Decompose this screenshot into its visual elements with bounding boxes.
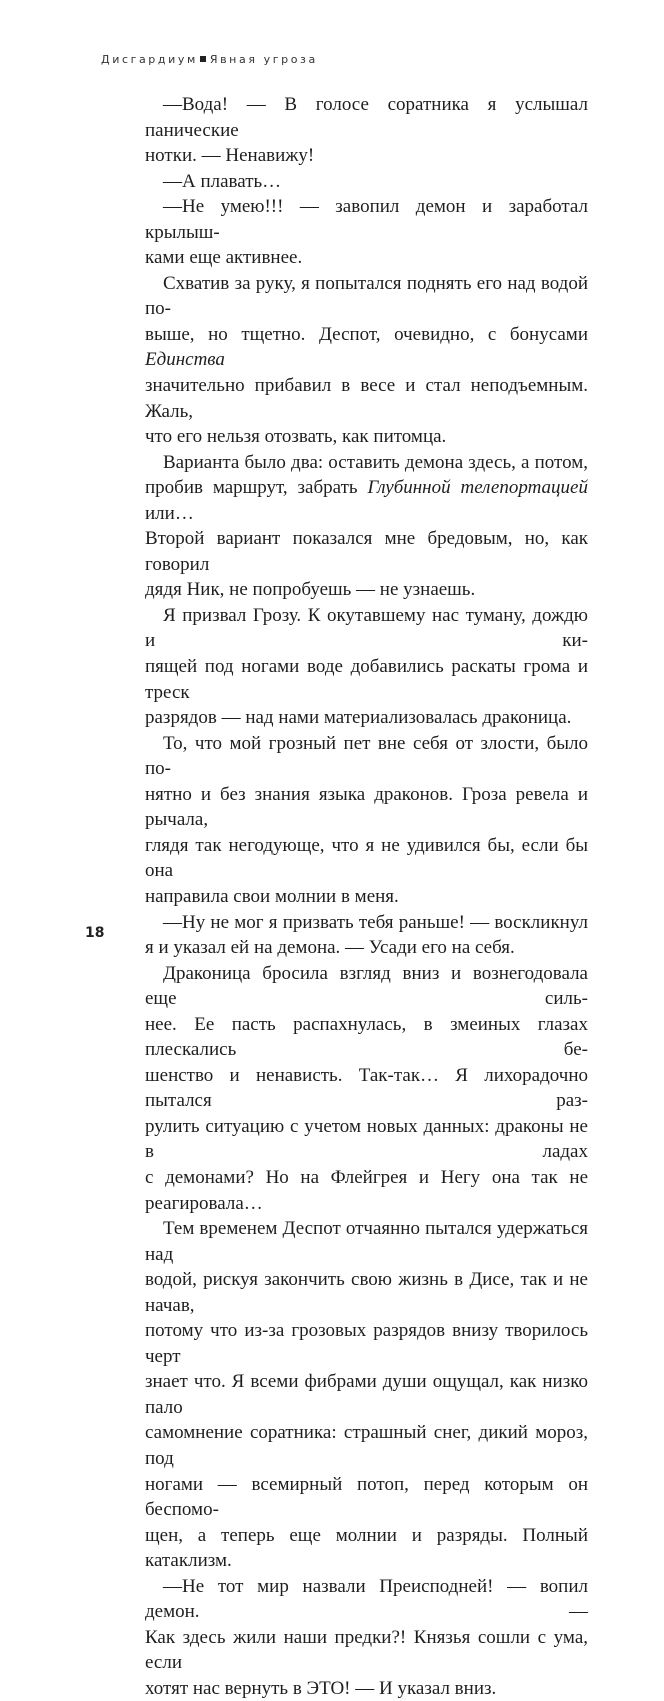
text-line: рулить ситуацию с учетом новых данных: драконы не в ладах bbox=[145, 1115, 588, 1163]
text-line: щен, а теперь еще молнии и разряды. Полный катаклизм. bbox=[145, 1524, 588, 1572]
text-line: —Не умею!!! — завопил демон и заработал крылыш- bbox=[145, 196, 588, 243]
text-line: ками еще активнее. bbox=[145, 247, 303, 269]
text-line: с демонами? Но на Флейгрея и Негу она так не реагировала… bbox=[145, 1166, 588, 1214]
text-line: Тем временем Деспот отчаянно пытался удержаться над bbox=[145, 1218, 588, 1265]
header-separator-square bbox=[200, 56, 206, 62]
text-run: пробив маршрут, забрать bbox=[145, 477, 368, 499]
body-text bbox=[145, 92, 588, 1701]
text-line: направила свои молнии в меня. bbox=[145, 885, 399, 907]
page-number: 18 bbox=[85, 925, 105, 941]
text-line: —Вода! — В голосе соратника я услышал панические bbox=[145, 94, 588, 141]
text-line: потому что из-за грозовых разрядов внизу творилось черт bbox=[145, 1320, 588, 1367]
header-book-title: Явная угроза bbox=[209, 53, 318, 66]
text-run: выше, но тщетно. Деспот, очевидно, с бонусами bbox=[145, 323, 588, 345]
text-line: Схватив за руку, я попытался поднять его над водой по- bbox=[145, 272, 588, 320]
text-run: или… bbox=[145, 502, 194, 524]
text-line: нотки. — Ненавижу! bbox=[145, 145, 315, 167]
italic-term: Глубинной телепортацией bbox=[367, 477, 588, 499]
text-line bbox=[145, 322, 588, 373]
text-line: Я призвал Грозу. К окутавшему нас туману, дождю и ки- bbox=[145, 604, 588, 652]
text-line: пящей под ногами воде добавились раскаты грома и треск bbox=[145, 656, 588, 703]
text-line: нее. Ее пасть распахнулась, в змеиных глазах плескались бе- bbox=[145, 1013, 588, 1061]
text-line: самомнение соратника: страшный снег, дикий мороз, под bbox=[145, 1422, 588, 1469]
running-header bbox=[101, 53, 318, 66]
text-line: —Не тот мир назвали Преисподней! — вопил демон. — bbox=[145, 1575, 588, 1623]
text-line: водой, рискуя закончить свою жизнь в Дисе, так и не начав, bbox=[145, 1269, 588, 1316]
text-line: Варианта было два: оставить демона здесь, а потом, bbox=[163, 451, 588, 473]
text-line: что его нельзя отозвать, как питомца. bbox=[145, 426, 447, 448]
text-line: —Ну не мог я призвать тебя раньше! — воскликнул bbox=[163, 911, 588, 933]
header-series-title: Дисгардиум bbox=[101, 53, 198, 66]
text-line: я и указал ей на демона. — Усади его на себя. bbox=[145, 937, 515, 959]
text-line: Драконица бросила взгляд вниз и вознегодовала еще силь- bbox=[145, 962, 588, 1010]
text-line: Второй вариант показался мне бредовым, но, как говорил bbox=[145, 528, 588, 575]
italic-term: Единства bbox=[145, 349, 225, 371]
text-line: разрядов — над нами материализовалась драконица. bbox=[145, 707, 572, 729]
text-line: То, что мой грозный пет вне себя от злости, было по- bbox=[145, 732, 588, 780]
text-line: хотят нас вернуть в ЭТО! — И указал вниз. bbox=[145, 1677, 497, 1699]
text-line bbox=[145, 475, 588, 526]
text-line: ногами — всемирный потоп, перед которым он беспомо- bbox=[145, 1473, 588, 1521]
text-line: нятно и без знания языка драконов. Гроза ревела и рычала, bbox=[145, 783, 588, 831]
text-line: глядя так негодующе, что я не удивился бы, если бы она bbox=[145, 834, 588, 882]
text-line: знает что. Я всеми фибрами души ощущал, как низко пало bbox=[145, 1371, 588, 1418]
text-line: шенство и ненависть. Так-так… Я лихорадочно пытался раз- bbox=[145, 1064, 588, 1112]
text-line: —А плавать… bbox=[163, 170, 282, 192]
text-line: значительно прибавил в весе и стал неподъемным. Жаль, bbox=[145, 375, 588, 422]
text-line: дядя Ник, не попробуешь — не узнаешь. bbox=[145, 579, 476, 601]
text-line: Как здесь жили наши предки?! Князья сошли с ума, если bbox=[145, 1626, 588, 1674]
